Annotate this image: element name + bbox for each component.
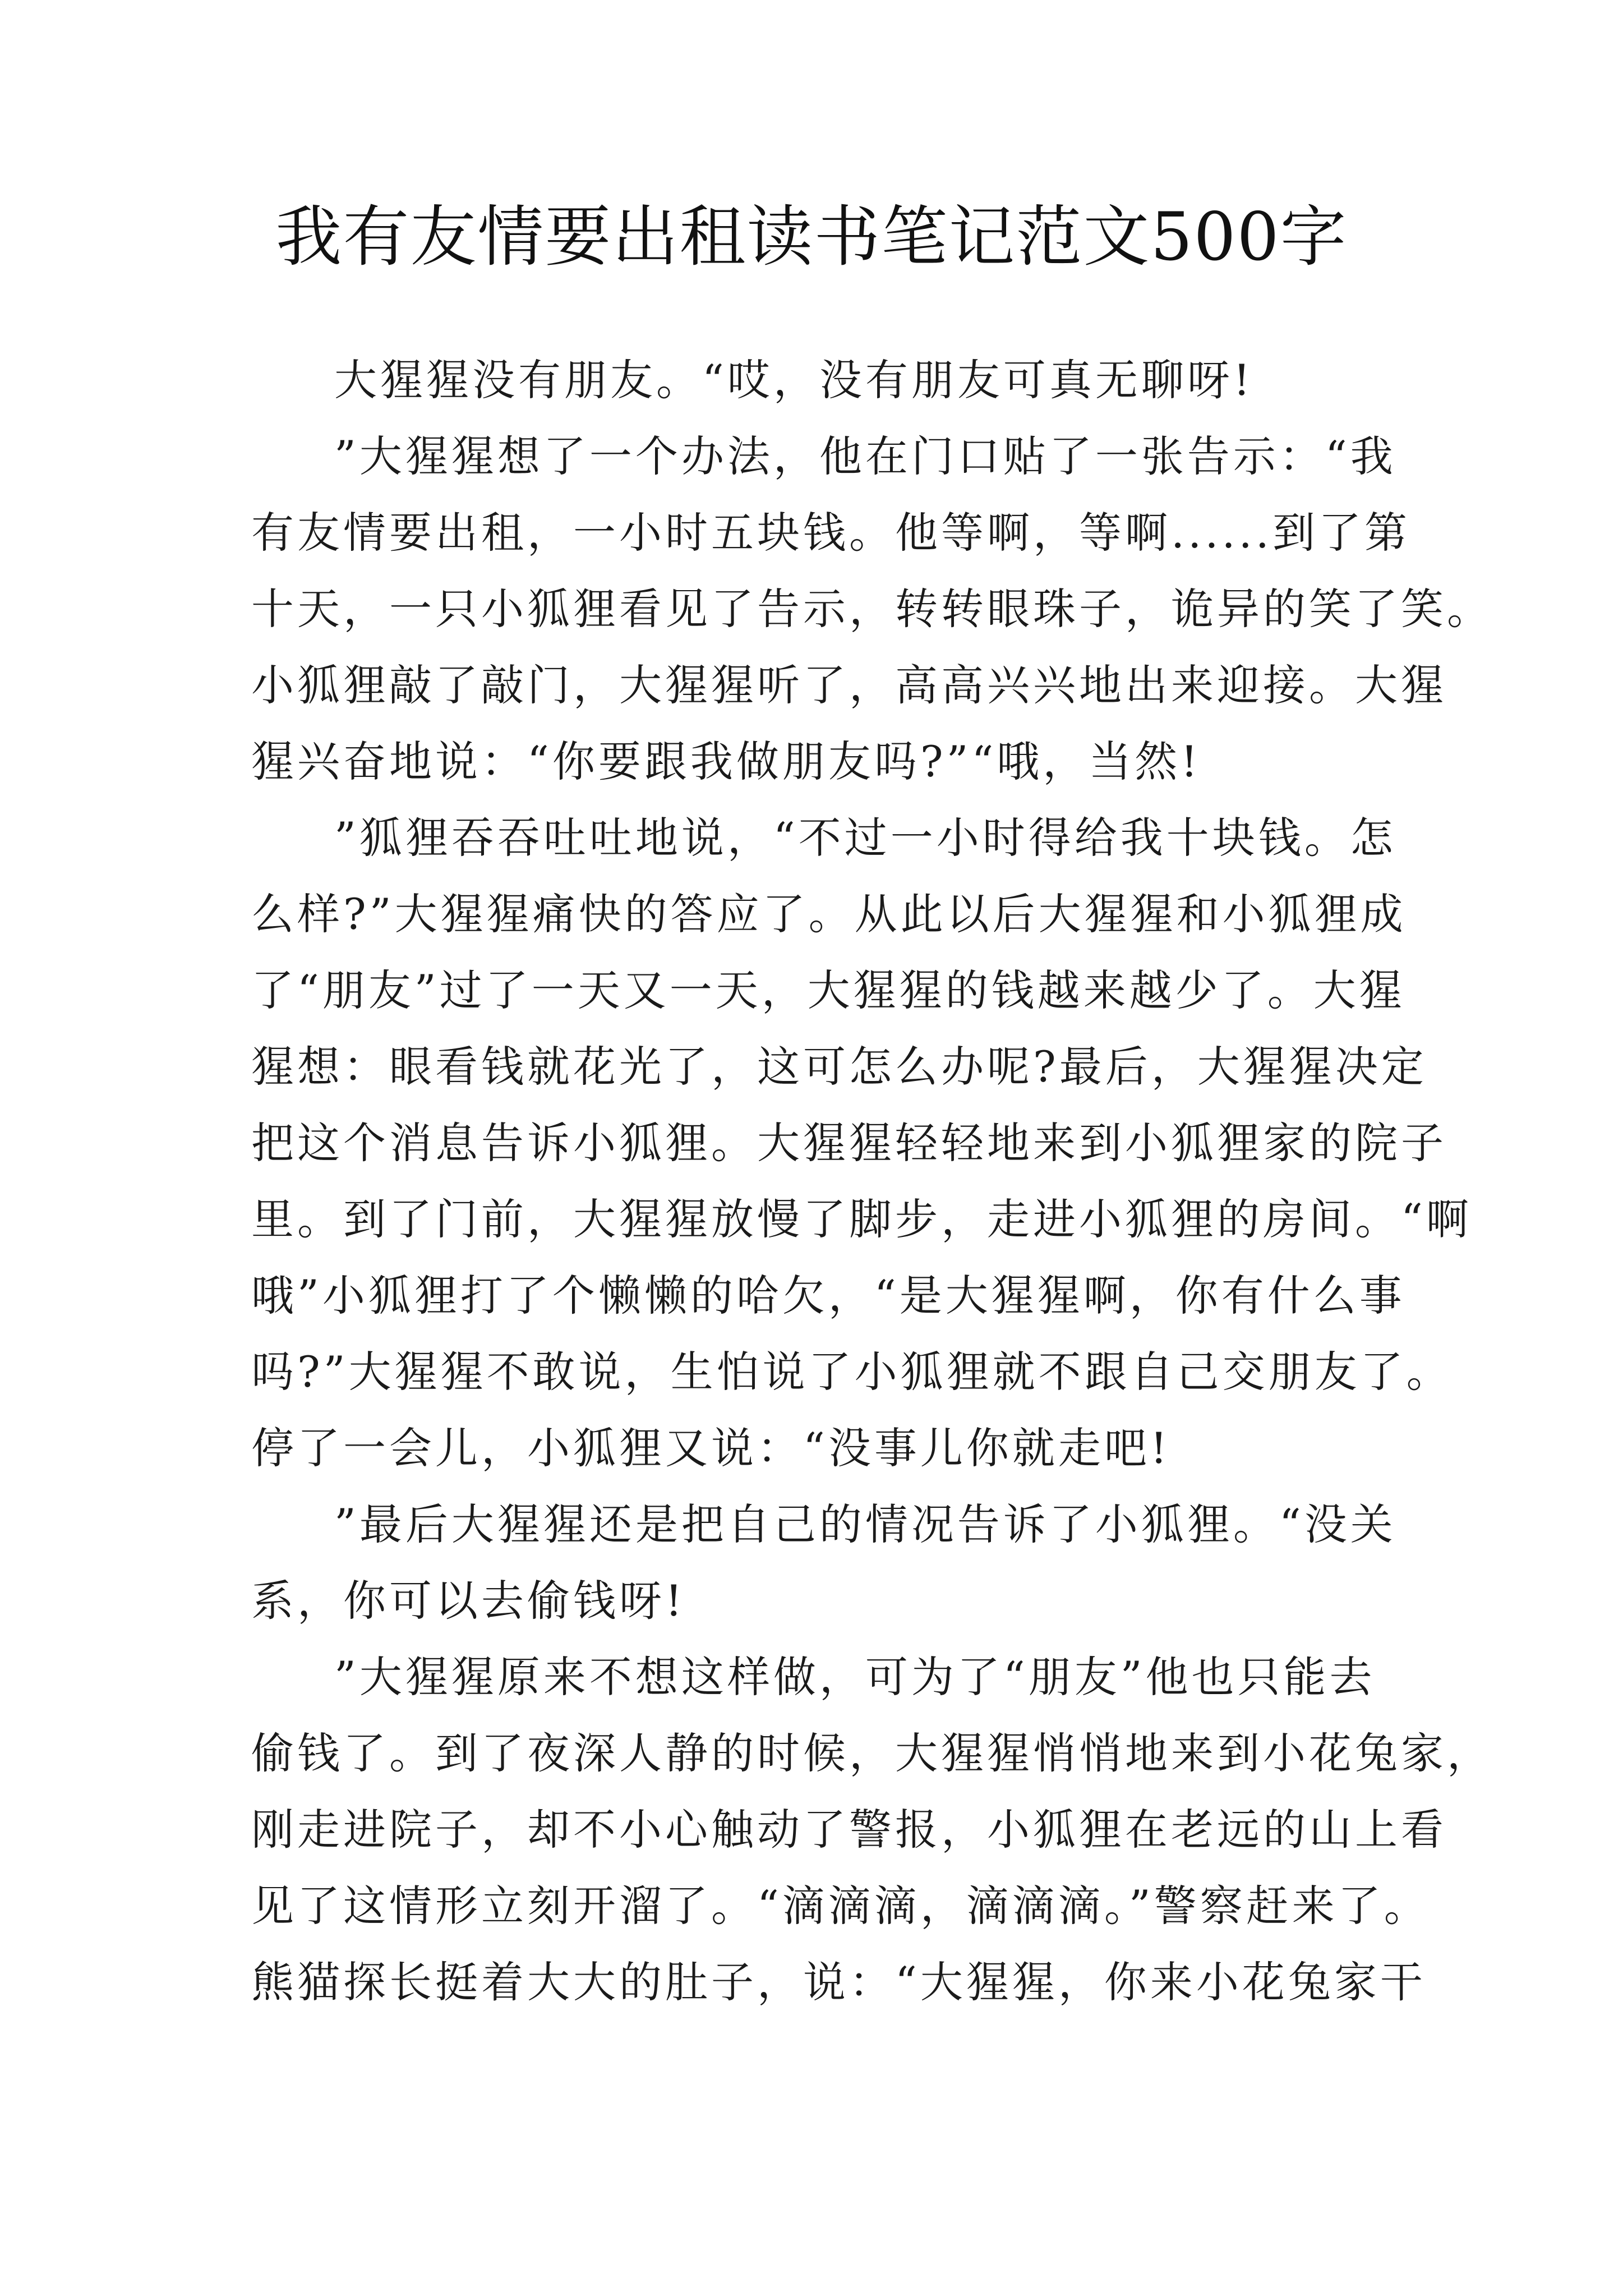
text-line: 刚走进院子，却不小心触动了警报，小狐狸在老远的山上看 (251, 1805, 1447, 1855)
text-line: 熊猫探长挺着大大的肚子，说：“大猩猩，你来小花兔家干 (251, 1957, 1426, 2007)
text-line: ”大猩猩原来不想这样做，可为了“朋友”他也只能去 (334, 1652, 1376, 1702)
text-line: 哦”小狐狸打了个懒懒的哈欠，“是大猩猩啊，你有什么事 (251, 1271, 1405, 1320)
text-line: 猩兴奋地说：“你要跟我做朋友吗?”“哦，当然! (251, 737, 1201, 786)
text-line: ”最后大猩猩还是把自己的情况告诉了小狐狸。“没关 (334, 1499, 1396, 1549)
text-line: 小狐狸敲了敲门，大猩猩听了，高高兴兴地出来迎接。大猩 (251, 660, 1447, 710)
text-line: 有友情要出租，一小时五块钱。他等啊，等啊......到了第 (251, 508, 1410, 558)
text-line: 么样?”大猩猩痛快的答应了。从此以后大猩猩和小狐狸成 (251, 889, 1407, 939)
text-line: 了“朋友”过了一天又一天，大猩猩的钱越来越少了。大猩 (251, 965, 1405, 1015)
text-line: ”狐狸吞吞吐吐地说，“不过一小时得给我十块钱。怎 (334, 813, 1396, 863)
text-line: 停了一会儿，小狐狸又说：“没事儿你就走吧! (251, 1423, 1171, 1473)
text-line: 猩想：眼看钱就花光了，这可怎么办呢?最后，大猩猩决定 (251, 1042, 1427, 1092)
text-line: 见了这情形立刻开溜了。“滴滴滴，滴滴滴。”警察赶来了。 (251, 1881, 1430, 1931)
text-line: 偷钱了。到了夜深人静的时候，大猩猩悄悄地来到小花兔家， (251, 1728, 1493, 1778)
text-line: 把这个消息告诉小狐狸。大猩猩轻轻地来到小狐狸家的院子 (251, 1118, 1447, 1168)
text-line: ”大猩猩想了一个办法，他在门口贴了一张告示：“我 (334, 431, 1396, 481)
text-line: 大猩猩没有朋友。“哎，没有朋友可真无聊呀! (334, 355, 1254, 405)
document-title: 我有友情要出租读书笔记范文500字 (275, 198, 1348, 275)
text-line: 系，你可以去偷钱呀! (251, 1576, 686, 1626)
document-body (251, 342, 1493, 2021)
text-line: 十天，一只小狐狸看见了告示，转转眼珠子，诡异的笑了笑。 (251, 584, 1493, 634)
text-line: 吗?”大猩猩不敢说，生怕说了小狐狸就不跟自己交朋友了。 (251, 1347, 1453, 1397)
text-line: 里。到了门前，大猩猩放慢了脚步，走进小狐狸的房间。“啊 (251, 1194, 1472, 1244)
